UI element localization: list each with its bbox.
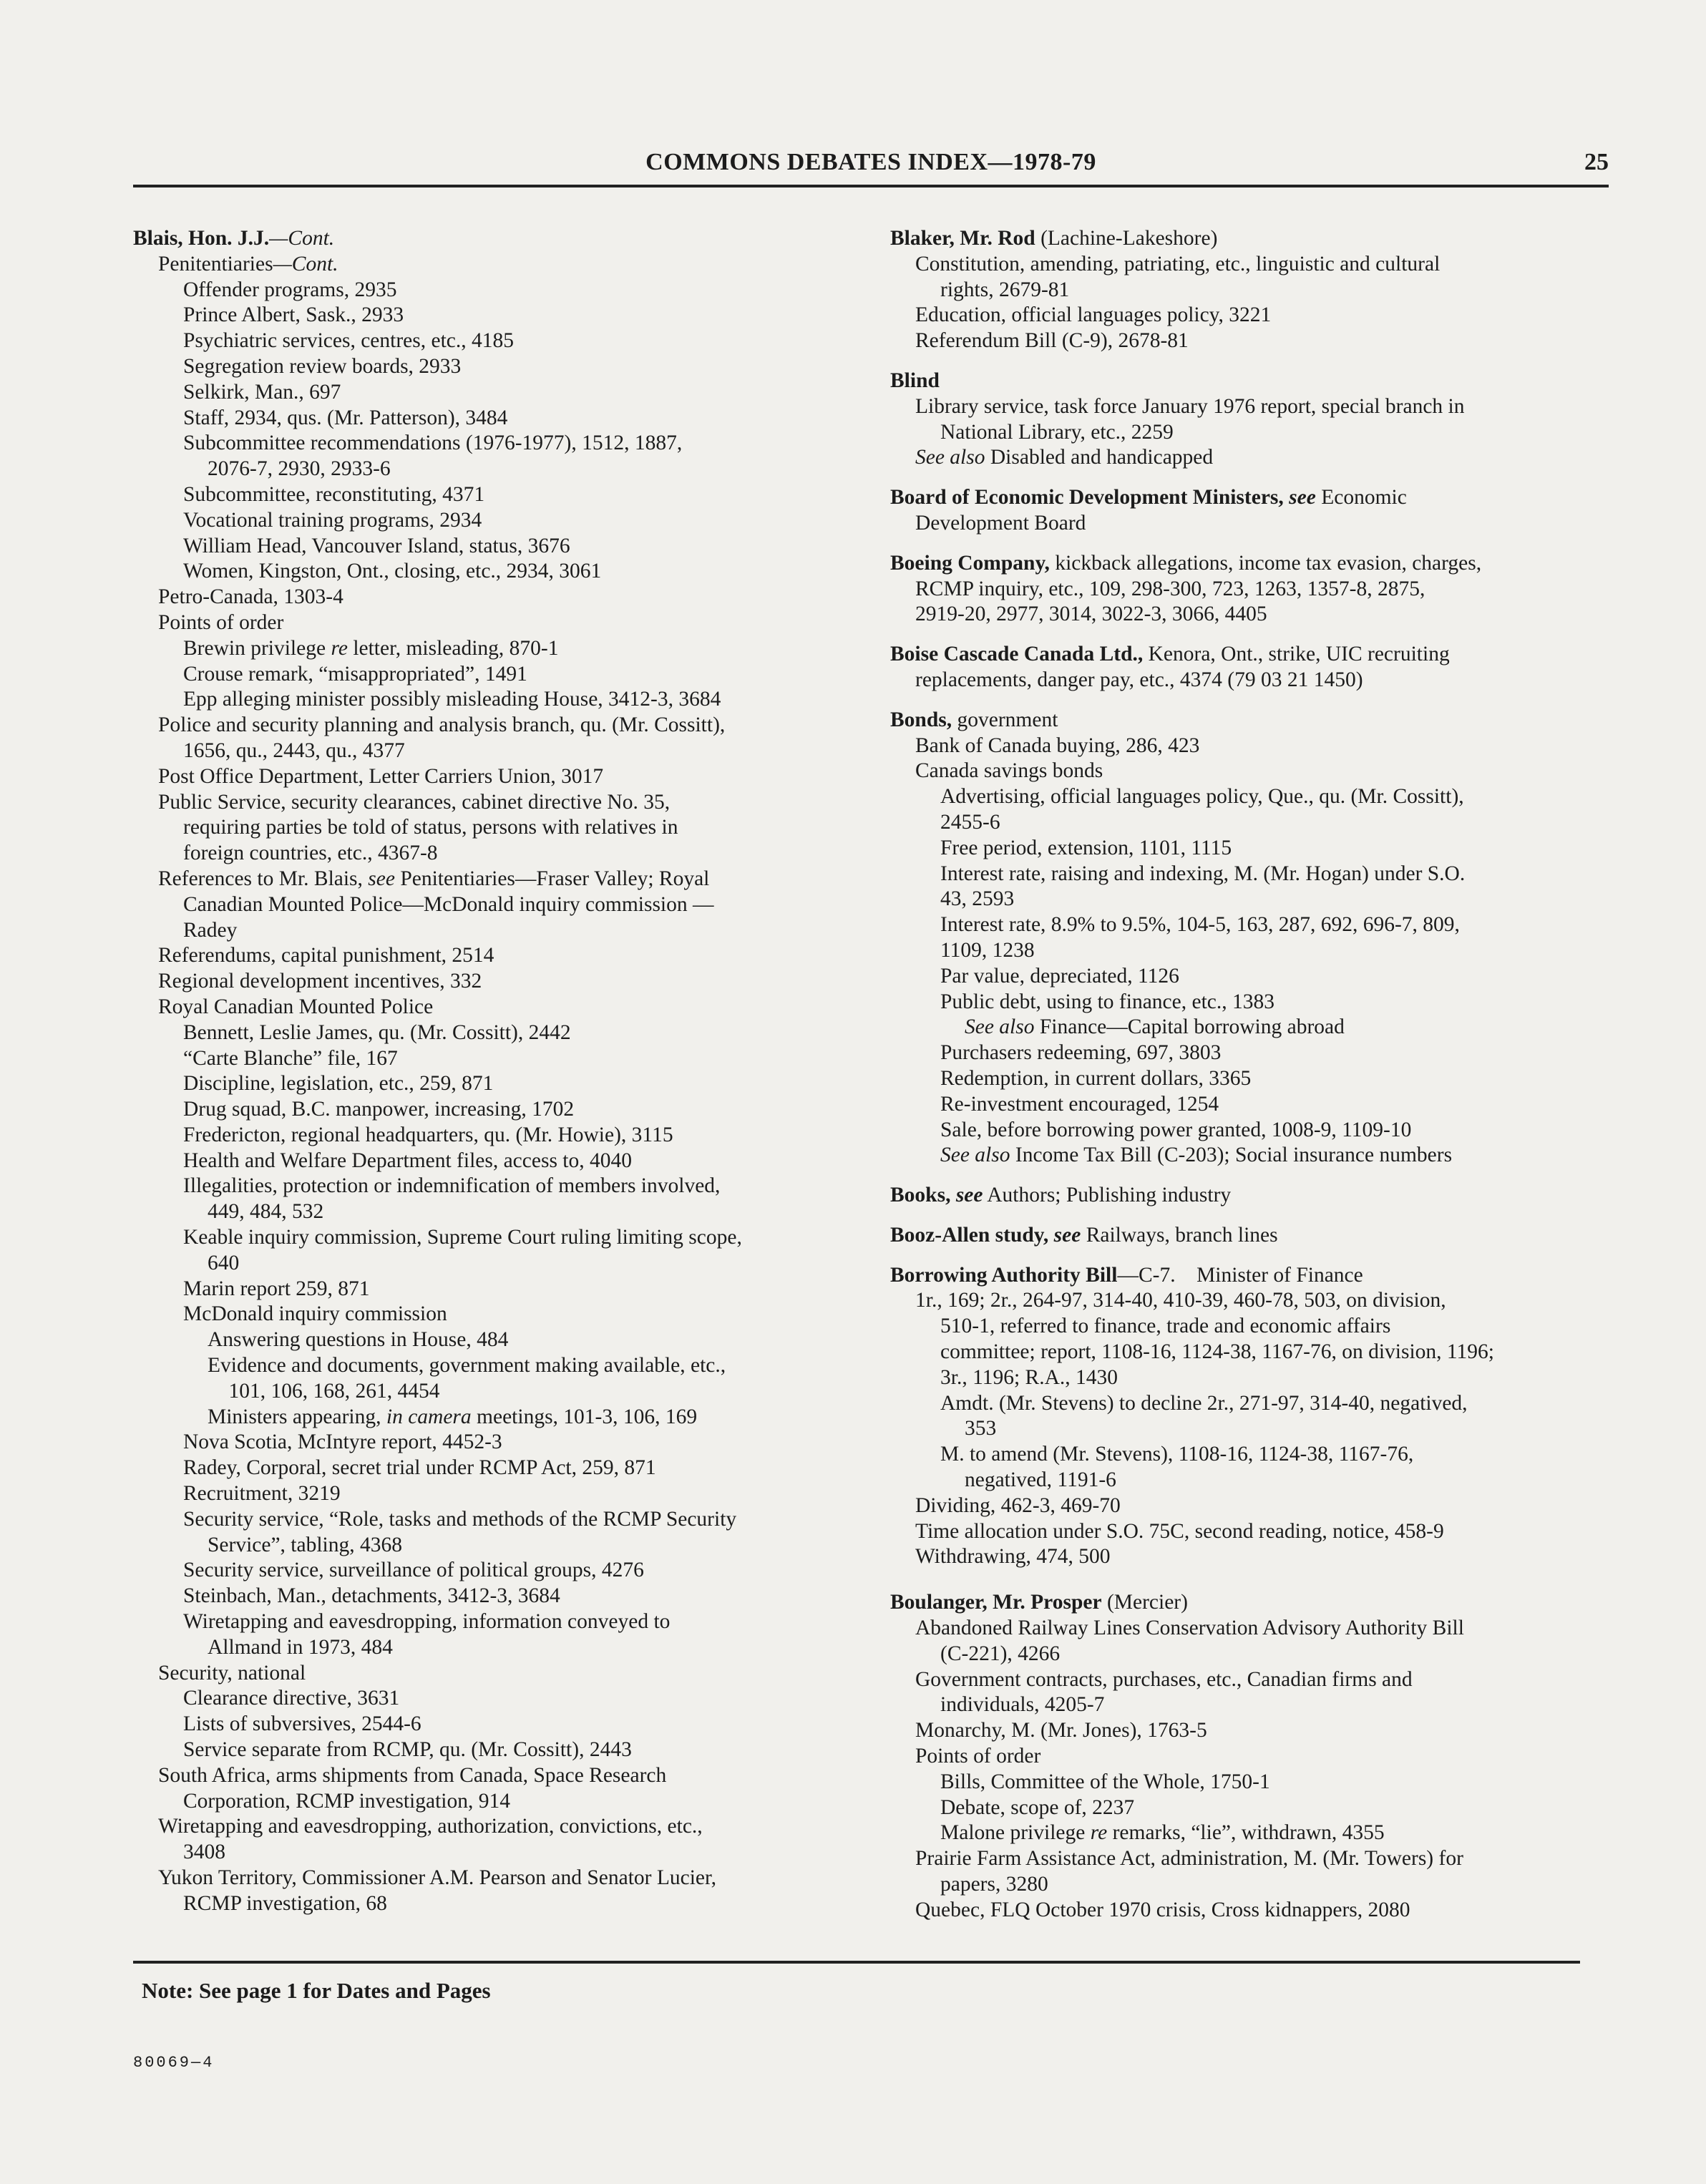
index-entry <box>890 1519 1620 1545</box>
entry-text: committee; report, 1108-16, 1124-38, 1167-76, on division, 1196; <box>940 1340 1495 1364</box>
index-entry <box>133 1635 856 1661</box>
entry-text: Police and security planning and analysis branch, qu. (Mr. Cossitt), <box>158 713 726 737</box>
entry-text: Points of order <box>915 1745 1041 1768</box>
index-entry <box>890 1143 1620 1169</box>
index-entry <box>133 1020 856 1046</box>
index-heading <box>890 1590 1620 1616</box>
index-entry <box>133 508 856 534</box>
index-entry <box>133 1277 856 1302</box>
index-entry <box>890 668 1620 693</box>
index-entry <box>133 1302 856 1327</box>
index-entry <box>133 1891 856 1917</box>
entry-text: —C-7. Minister of Finance <box>1117 1263 1363 1287</box>
entry-text: in camera <box>386 1405 472 1428</box>
entry-spacer <box>890 471 1620 485</box>
entry-text: Subcommittee, reconstituting, 4371 <box>183 482 485 506</box>
entry-text: Health and Welfare Department files, access to, 4040 <box>183 1149 632 1172</box>
entry-text: Bills, Committee of the Whole, 1750-1 <box>940 1770 1270 1793</box>
entry-text: Amdt. (Mr. Stevens) to decline 2r., 271-97, 314-40, negatived, <box>940 1391 1468 1415</box>
entry-text: Withdrawing, 474, 500 <box>915 1545 1111 1569</box>
entry-text: Library service, task force January 1976 report, special branch in <box>915 394 1465 418</box>
entry-text: 3r., 1196; R.A., 1430 <box>940 1365 1118 1389</box>
entry-text: —Cont. <box>273 252 338 276</box>
index-entry <box>890 445 1620 471</box>
index-entry <box>890 1846 1620 1872</box>
entry-text: Public debt, using to finance, etc., 1383 <box>940 990 1274 1013</box>
entry-text: RCMP investigation, 68 <box>183 1891 387 1915</box>
index-entry <box>133 867 856 892</box>
index-entry <box>133 380 856 406</box>
index-entry <box>133 431 856 457</box>
entry-text: See also <box>965 1015 1035 1039</box>
index-entry <box>133 1071 856 1097</box>
entry-text: see <box>368 867 395 890</box>
index-entry <box>890 759 1620 784</box>
entry-text: RCMP inquiry, etc., 109, 298-300, 723, 1263, 1357-8, 2875, <box>915 577 1425 600</box>
index-entry <box>890 1314 1620 1340</box>
index-entry <box>890 328 1620 354</box>
index-entry <box>890 990 1620 1015</box>
entry-text: Advertising, official languages policy, Que., qu. (Mr. Cossitt), <box>940 785 1464 809</box>
entry-text: Post Office Department, Letter Carriers Union, 3017 <box>158 764 604 788</box>
entry-text: Blind <box>890 369 940 392</box>
footer-note: Note: See page 1 for Dates and Pages <box>142 1978 491 2003</box>
entry-text: Security service, surveillance of political groups, 4276 <box>183 1559 644 1582</box>
entry-text: Time allocation under S.O. 75C, second reading, notice, 458-9 <box>915 1519 1444 1543</box>
entry-text: Staff, 2934, qus. (Mr. Patterson), 3484 <box>183 406 508 429</box>
index-heading <box>890 708 1620 733</box>
entry-text: Radey, Corporal, secret trial under RCMP Act, 259, 871 <box>183 1456 656 1480</box>
entry-text: Points of order <box>158 610 284 634</box>
index-entry <box>133 610 856 636</box>
entry-text: Answering questions in House, 484 <box>208 1328 509 1352</box>
index-entry <box>890 1872 1620 1898</box>
entry-text: Boulanger, Mr. Prosper <box>890 1591 1102 1614</box>
index-heading <box>890 485 1620 511</box>
entry-text: Radey <box>183 918 238 942</box>
index-entry <box>133 1763 856 1789</box>
index-heading <box>890 551 1620 577</box>
entry-text: Constitution, amending, patriating, etc., linguistic and cultural <box>915 252 1441 276</box>
entry-text: Recruitment, 3219 <box>183 1482 341 1506</box>
entry-text: Boise Cascade Canada Ltd., <box>890 643 1144 666</box>
index-entry <box>133 892 856 918</box>
entry-text: Women, Kingston, Ont., closing, etc., 2934, 3061 <box>183 560 602 583</box>
index-entry <box>890 577 1620 603</box>
index-entry <box>133 354 856 380</box>
index-entry <box>133 406 856 432</box>
index-entry <box>890 1718 1620 1744</box>
entry-text: Bennett, Leslie James, qu. (Mr. Cossitt), 2442 <box>183 1020 571 1044</box>
index-entry <box>890 1795 1620 1821</box>
entry-text: Fredericton, regional headquarters, qu. (Mr. Howie), 3115 <box>183 1123 673 1146</box>
entry-text: Brewin privilege <box>183 636 331 660</box>
footer-rule <box>133 1961 1580 1964</box>
index-entry <box>890 1015 1620 1040</box>
entry-text: Re-investment encouraged, 1254 <box>940 1092 1219 1116</box>
entry-text: kickback allegations, income tax evasion, charges, <box>1049 551 1482 575</box>
index-entry <box>890 1391 1620 1417</box>
entry-spacer <box>890 1570 1620 1590</box>
index-heading <box>133 226 856 252</box>
entry-text: Nova Scotia, McIntyre report, 4452-3 <box>183 1430 502 1454</box>
index-entry <box>133 969 856 995</box>
entry-text: rights, 2679-81 <box>940 278 1070 301</box>
entry-text: Income Tax Bill (C-203); Social insurance numbers <box>1010 1144 1453 1167</box>
index-entry <box>133 713 856 738</box>
index-entry <box>133 328 856 354</box>
entry-text: re <box>1090 1821 1108 1845</box>
entry-text: see <box>955 1184 983 1207</box>
entry-text: Prince Albert, Sask., 2933 <box>183 303 404 327</box>
entry-text: 510-1, referred to finance, trade and economic affairs <box>940 1315 1391 1338</box>
entry-text: 101, 106, 168, 261, 4454 <box>208 1379 440 1403</box>
entry-text: Monarchy, M. (Mr. Jones), 1763-5 <box>915 1719 1207 1742</box>
index-entry <box>133 1814 856 1840</box>
index-entry <box>890 810 1620 836</box>
index-entry <box>133 1840 856 1866</box>
index-entry <box>890 1820 1620 1846</box>
entry-text: Blaker, Mr. Rod <box>890 227 1035 250</box>
entry-text: Regional development incentives, 332 <box>158 970 482 993</box>
entry-text: 2076-7, 2930, 2933-6 <box>208 457 391 481</box>
entry-text: 3408 <box>183 1841 225 1864</box>
entry-text: Service”, tabling, 4368 <box>208 1533 402 1556</box>
index-entry <box>133 918 856 944</box>
entry-text: Discipline, legislation, etc., 259, 871 <box>183 1072 494 1096</box>
index-entry <box>133 1174 856 1199</box>
index-entry <box>133 1251 856 1277</box>
entry-text: Public Service, security clearances, cabinet directive No. 35, <box>158 790 671 814</box>
entry-text: individuals, 4205-7 <box>940 1693 1105 1717</box>
index-entry <box>890 1744 1620 1770</box>
entry-text: Bank of Canada buying, 286, 423 <box>915 733 1200 757</box>
index-entry <box>890 1493 1620 1519</box>
index-entry <box>890 1066 1620 1092</box>
entry-text: 1109, 1238 <box>940 938 1035 962</box>
entry-text: Boeing Company, <box>890 551 1050 575</box>
index-heading <box>890 1263 1620 1289</box>
index-entry <box>133 559 856 585</box>
entry-text: Yukon Territory, Commissioner A.M. Pearson and Senator Lucier, <box>158 1866 717 1889</box>
index-entry <box>133 252 856 278</box>
entry-text: 43, 2593 <box>940 887 1015 911</box>
index-entry <box>133 482 856 508</box>
index-entry <box>133 1353 856 1379</box>
entry-text: 1r., 169; 2r., 264-97, 314-40, 410-39, 460-78, 503, on division, <box>915 1289 1446 1312</box>
entry-text: Wiretapping and eavesdropping, information conveyed to <box>183 1610 671 1634</box>
entry-spacer <box>890 693 1620 708</box>
index-entry <box>133 841 856 867</box>
page-header <box>133 147 1609 187</box>
index-column-right <box>890 226 1620 1924</box>
entry-text: Canada savings bonds <box>915 759 1103 783</box>
index-entry <box>890 887 1620 912</box>
entry-text: Government contracts, purchases, etc., Canadian firms and <box>915 1667 1413 1691</box>
entry-text: Par value, depreciated, 1126 <box>940 964 1179 988</box>
index-entry <box>133 1199 856 1225</box>
entry-text: foreign countries, etc., 4367-8 <box>183 842 438 865</box>
index-entry <box>890 278 1620 303</box>
index-entry <box>133 1712 856 1737</box>
index-heading <box>890 1223 1620 1249</box>
index-entry <box>133 738 856 764</box>
entry-text: M. to amend (Mr. Stevens), 1108-16, 1124-38, 1167-76, <box>940 1443 1414 1466</box>
entry-text: Keable inquiry commission, Supreme Court ruling limiting scope, <box>183 1226 742 1249</box>
index-entry <box>890 836 1620 862</box>
entry-text: letter, misleading, 870-1 <box>347 636 559 660</box>
entry-text: Epp alleging minister possibly misleading House, 3412-3, 3684 <box>183 688 721 711</box>
entry-text: Corporation, RCMP investigation, 914 <box>183 1789 510 1813</box>
entry-text: Economic <box>1315 486 1407 510</box>
index-entry <box>890 252 1620 278</box>
index-entry <box>133 1097 856 1123</box>
index-heading <box>890 642 1620 668</box>
entry-text: —Cont. <box>269 227 335 250</box>
index-heading <box>890 1183 1620 1209</box>
entry-text: see <box>1289 486 1316 510</box>
entry-text: Borrowing Authority Bill <box>890 1263 1118 1287</box>
entry-text: 353 <box>965 1417 997 1440</box>
index-entry <box>133 585 856 610</box>
entry-text: Bonds, <box>890 708 952 731</box>
index-entry <box>133 1430 856 1456</box>
index-entry <box>890 862 1620 887</box>
index-entry <box>890 394 1620 420</box>
index-entry <box>133 790 856 816</box>
document-code: 80069—4 <box>133 2054 215 2072</box>
index-entry <box>133 662 856 688</box>
entry-text: Drug squad, B.C. manpower, increasing, 1702 <box>183 1098 575 1121</box>
page-number: 25 <box>1584 149 1609 175</box>
index-entry <box>133 1584 856 1609</box>
entry-text: Referendums, capital punishment, 2514 <box>158 944 494 967</box>
entry-spacer <box>890 537 1620 551</box>
entry-text: Penitentiaries—Fraser Valley; Royal <box>394 867 710 890</box>
index-entry <box>890 1118 1620 1144</box>
index-entry <box>890 303 1620 328</box>
index-entry <box>133 1481 856 1507</box>
entry-text: References to Mr. Blais, <box>158 867 369 890</box>
entry-text: McDonald inquiry commission <box>183 1302 447 1326</box>
index-entry <box>890 1692 1620 1718</box>
entry-text: Railways, branch lines <box>1081 1223 1278 1247</box>
entry-text: Security service, “Role, tasks and methods of the RCMP Security <box>183 1507 737 1531</box>
index-entry <box>890 1340 1620 1365</box>
index-entry <box>890 964 1620 990</box>
index-entry <box>133 303 856 328</box>
page-title: COMMONS DEBATES INDEX—1978-79 <box>645 149 1096 175</box>
entry-text: Allmand in 1973, 484 <box>208 1635 393 1659</box>
entry-text: 449, 484, 532 <box>208 1200 324 1224</box>
index-entry <box>133 1327 856 1353</box>
entry-text: Subcommittee recommendations (1976-1977), 1512, 1887, <box>183 432 683 455</box>
entry-text: Selkirk, Man., 697 <box>183 380 341 404</box>
entry-text: Interest rate, raising and indexing, M. (Mr. Hogan) under S.O. <box>940 862 1466 885</box>
entry-text: Sale, before borrowing power granted, 1008-9, 1109-10 <box>940 1118 1412 1141</box>
entry-text: 2919-20, 2977, 3014, 3022-3, 3066, 4405 <box>915 603 1267 626</box>
index-entry <box>890 1365 1620 1391</box>
index-column-left <box>133 226 856 1917</box>
index-entry <box>133 1379 856 1405</box>
index-entry <box>133 1661 856 1687</box>
index-entry <box>133 457 856 482</box>
entry-text: Redemption, in current dollars, 3365 <box>940 1066 1252 1090</box>
index-entry <box>133 1149 856 1174</box>
entry-text: re <box>331 636 348 660</box>
entry-text: Dividing, 462-3, 469-70 <box>915 1493 1121 1517</box>
index-entry <box>890 733 1620 759</box>
entry-text: National Library, etc., 2259 <box>940 420 1174 444</box>
entry-text: Evidence and documents, government making available, etc., <box>208 1354 726 1378</box>
index-entry <box>890 784 1620 810</box>
entry-text: Ministers appearing, <box>208 1405 386 1428</box>
entry-text: Abandoned Railway Lines Conservation Advisory Authority Bill <box>915 1617 1464 1640</box>
entry-text: negatived, 1191-6 <box>965 1468 1116 1492</box>
index-entry <box>133 636 856 662</box>
entry-spacer <box>890 354 1620 369</box>
entry-text: Penitentiaries <box>158 252 273 276</box>
entry-text: See also <box>940 1144 1010 1167</box>
entry-text: Kenora, Ont., strike, UIC recruiting <box>1143 643 1450 666</box>
index-heading <box>890 369 1620 394</box>
entry-spacer <box>890 1209 1620 1223</box>
index-entry <box>133 1046 856 1072</box>
entry-text: Prairie Farm Assistance Act, administration, M. (Mr. Towers) for <box>915 1847 1463 1871</box>
entry-text: (Lachine-Lakeshore) <box>1035 227 1218 250</box>
index-entry <box>890 1616 1620 1642</box>
entry-text: Board of Economic Development Ministers, <box>890 486 1290 510</box>
entry-text: Debate, scope of, 2237 <box>940 1795 1135 1819</box>
entry-text: Blais, Hon. J.J. <box>133 227 270 250</box>
entry-text: 2455-6 <box>940 810 1000 834</box>
index-entry <box>890 1468 1620 1493</box>
entry-text: Quebec, FLQ October 1970 crisis, Cross kidnappers, 2080 <box>915 1898 1410 1921</box>
index-entry <box>890 1040 1620 1066</box>
index-entry <box>133 1866 856 1891</box>
entry-text: Clearance directive, 3631 <box>183 1687 400 1710</box>
entry-text: William Head, Vancouver Island, status, 3676 <box>183 534 570 557</box>
entry-text: Books, <box>890 1184 956 1207</box>
entry-text: Marin report 259, 871 <box>183 1277 370 1300</box>
entry-text: Service separate from RCMP, qu. (Mr. Cossitt), 2443 <box>183 1738 632 1762</box>
entry-text: Segregation review boards, 2933 <box>183 354 462 378</box>
index-entry <box>133 1686 856 1712</box>
entry-text: Petro-Canada, 1303-4 <box>158 585 343 609</box>
index-entry <box>133 1789 856 1815</box>
entry-text: Free period, extension, 1101, 1115 <box>940 836 1232 859</box>
index-heading <box>890 226 1620 252</box>
index-entry <box>133 1737 856 1763</box>
entry-text: remarks, “lie”, withdrawn, 4355 <box>1107 1821 1385 1845</box>
entry-text: see <box>1053 1223 1081 1247</box>
entry-text: South Africa, arms shipments from Canada, Space Research <box>158 1763 667 1787</box>
index-entry <box>890 1092 1620 1118</box>
index-entry <box>890 1442 1620 1468</box>
index-entry <box>890 511 1620 537</box>
entry-text: Authors; Publishing industry <box>983 1184 1232 1207</box>
index-entry <box>133 1609 856 1635</box>
entry-text: replacements, danger pay, etc., 4374 (79 03 21 1450) <box>915 668 1363 691</box>
entry-text: (Mercier) <box>1101 1591 1188 1614</box>
index-entry <box>133 687 856 713</box>
entry-text: See also <box>915 446 985 469</box>
index-entry <box>890 1642 1620 1667</box>
index-entry <box>133 1456 856 1481</box>
entry-text: 640 <box>208 1251 240 1274</box>
entry-text: Finance—Capital borrowing abroad <box>1034 1015 1345 1039</box>
entry-text: Psychiatric services, centres, etc., 4185 <box>183 329 515 353</box>
entry-text: Crouse remark, “misappropriated”, 1491 <box>183 662 527 686</box>
entry-text: Education, official languages policy, 3221 <box>915 303 1272 327</box>
index-entry <box>133 1225 856 1251</box>
index-entry <box>890 1770 1620 1795</box>
entry-text: Wiretapping and eavesdropping, authorization, convictions, etc., <box>158 1815 703 1838</box>
index-entry <box>890 602 1620 628</box>
entry-text: Disabled and handicapped <box>985 446 1214 469</box>
index-entry <box>890 420 1620 446</box>
index-entry <box>890 1667 1620 1693</box>
entry-text: papers, 3280 <box>940 1873 1048 1896</box>
entry-text: Canadian Mounted Police—McDonald inquiry commission — <box>183 892 714 916</box>
entry-text: Royal Canadian Mounted Police <box>158 995 434 1018</box>
entry-text: requiring parties be told of status, persons with relatives in <box>183 816 678 839</box>
entry-text: meetings, 101-3, 106, 169 <box>471 1405 698 1428</box>
entry-text: Malone privilege <box>940 1821 1091 1845</box>
index-entry <box>133 1405 856 1430</box>
entry-text: Booz-Allen study, <box>890 1223 1054 1247</box>
index-entry <box>133 764 856 790</box>
entry-text: Purchasers redeeming, 697, 3803 <box>940 1041 1222 1065</box>
entry-text: Lists of subversives, 2544-6 <box>183 1712 421 1736</box>
entry-text: (C-221), 4266 <box>940 1642 1061 1665</box>
entry-text: Referendum Bill (C-9), 2678-81 <box>915 329 1189 353</box>
index-entry <box>890 938 1620 964</box>
entry-text: Development Board <box>915 511 1086 535</box>
entry-text: Vocational training programs, 2934 <box>183 508 482 532</box>
index-entry <box>133 534 856 560</box>
entry-spacer <box>890 1169 1620 1183</box>
entry-text: government <box>952 708 1058 731</box>
entry-text: Security, national <box>158 1661 306 1685</box>
entry-spacer <box>890 628 1620 642</box>
entry-text: Interest rate, 8.9% to 9.5%, 104-5, 163, 287, 692, 696-7, 809, <box>940 913 1460 937</box>
index-entry <box>133 1123 856 1149</box>
index-entry <box>133 278 856 303</box>
entry-text: “Carte Blanche” file, 167 <box>183 1046 398 1070</box>
index-entry <box>133 1507 856 1533</box>
index-entry <box>133 995 856 1020</box>
index-entry <box>133 815 856 841</box>
entry-spacer <box>890 1249 1620 1263</box>
index-entry <box>890 1898 1620 1924</box>
index-entry <box>133 1533 856 1559</box>
index-entry <box>890 1416 1620 1442</box>
entry-text: Offender programs, 2935 <box>183 278 397 301</box>
index-entry <box>890 1544 1620 1570</box>
entry-text: Steinbach, Man., detachments, 3412-3, 3684 <box>183 1584 560 1608</box>
index-entry <box>890 912 1620 938</box>
entry-text: 1656, qu., 2443, qu., 4377 <box>183 738 405 762</box>
index-entry <box>133 943 856 969</box>
index-entry <box>890 1288 1620 1314</box>
entry-text: Illegalities, protection or indemnification of members involved, <box>183 1174 721 1198</box>
index-entry <box>133 1558 856 1584</box>
